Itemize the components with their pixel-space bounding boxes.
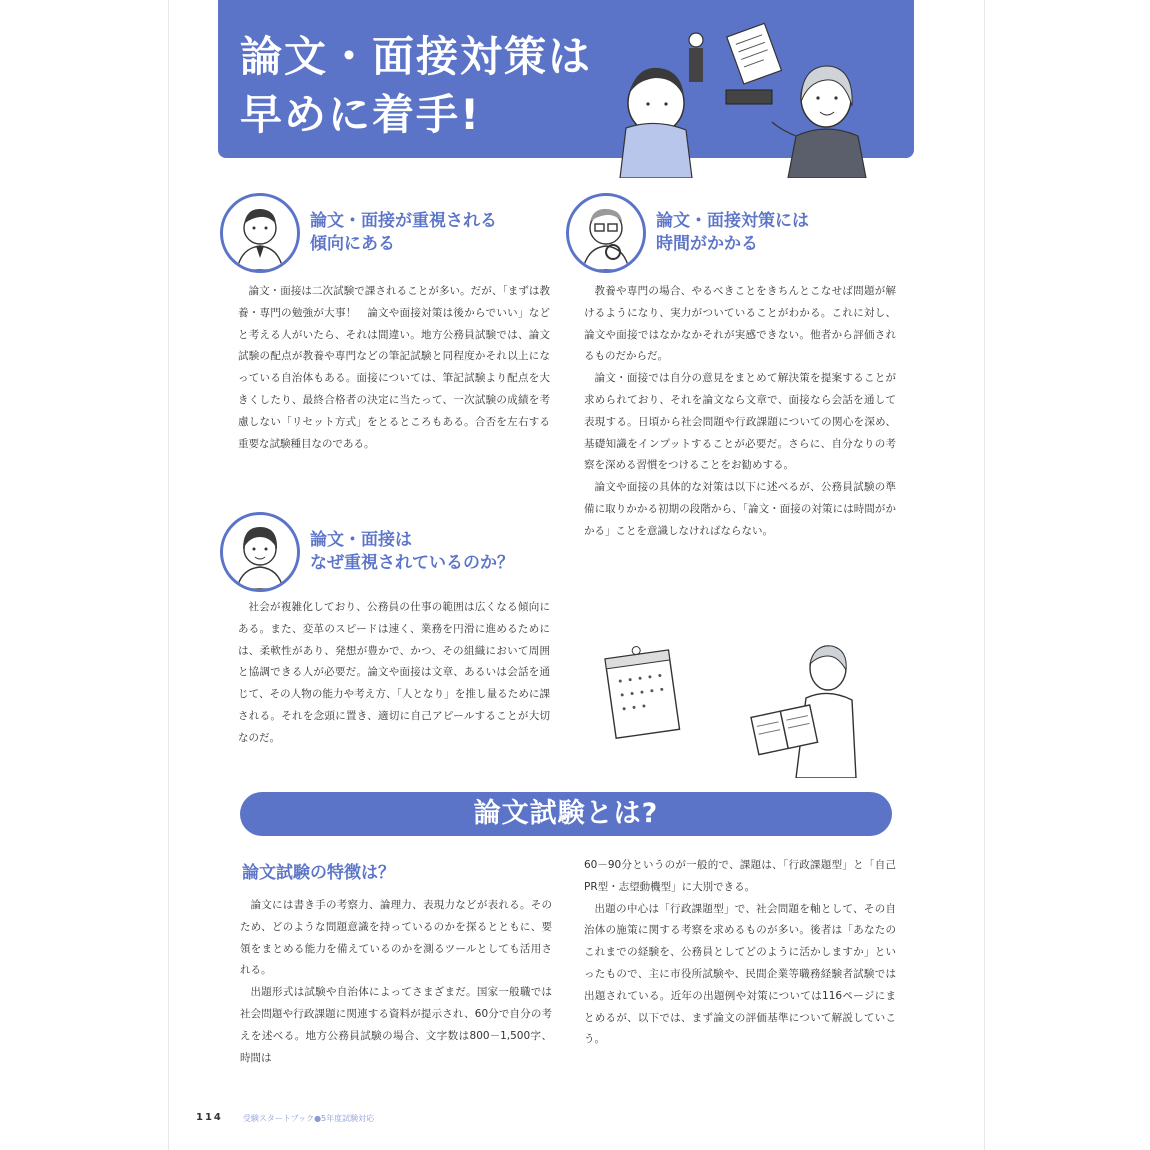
paragraph: 論文・面接では自分の意見をまとめて解決策を提案することが求められており、それを論文なら文章で、面接なら会話を通して表現する。日頃から社会問題や行政課題についての関心を深め、基礎知識をインプットすることが必要だ。さらに、自分なりの考察を深める習慣をつけることをお勧めする。 xyxy=(584,372,896,472)
section-body-importance xyxy=(238,281,550,455)
page-footer xyxy=(196,1112,374,1126)
section-title: 論文・面接対策には 時間がかかる xyxy=(656,211,809,254)
paragraph: 論文・面接は二次試験で課されることが多い。だが、「まずは教養・専門の勉強が大事！ 論文や面接対策は後からでいい」などと考える人がいたら、それは間違い。地方公務員試験では、論文試験の配点が教養や専門などの筆記試験と同程度かそれ以上になっている自治体もある。面接については、筆記試験より配点を大きくしたり、最終合格者の決定に当たって、一次試験の成績を考慮しない「リセット方式」をとるところもある。合否を左右する重要な試験種目なのである。 xyxy=(238,285,550,450)
section-body-time xyxy=(584,281,896,543)
paragraph: 60－90分というのが一般的で、課題は、「行政課題型」と「自己PR型・志望動機型」に大別できる。 xyxy=(584,859,896,893)
section-heading-why xyxy=(220,512,514,592)
section-heading-importance xyxy=(220,193,497,273)
paragraph: 出題形式は試験や自治体によってさまざまだ。国家一般職では社会問題や行政課題に関連する資料が提示され、60分で自分の考えを述べる。地方公務員試験の場合、文字数は800－1,500字、時間は xyxy=(240,986,552,1064)
woman-avatar-icon xyxy=(220,512,300,592)
section-band-title: 論文試験とは? xyxy=(240,792,892,836)
glasses-man-avatar-icon xyxy=(566,193,646,273)
paragraph: 論文や面接の具体的な対策は以下に述べるが、公務員試験の準備に取りかかる初期の段階から、「論文・面接の対策には時間がかかる」ことを意識しなければならない。 xyxy=(584,481,896,537)
paragraph: 出題の中心は「行政課題型」で、社会問題を軸として、その自治体の施策に関する考察を求めるものが多い。後者は「あなたのこれまでの経験を、公務員としてどのように活かしますか」といったもので、主に市役所試験や、民間企業等職務経験者試験では出題されている。近年の出題例や対策については116ページにまとめるが、以下では、まず論文の評価基準について解説していこう。 xyxy=(584,902,896,1046)
exam-body-right xyxy=(584,855,896,1051)
paragraph: 論文には書き手の考察力、論理力、表現力などが表れる。そのため、どのような問題意識を持っているのかを探るとともに、要領をまとめる能力を備えているのかを測るツールとしても活用される。 xyxy=(240,899,552,977)
calendar-illustration xyxy=(598,642,688,742)
subsection-title: 論文試験の特徴は？ xyxy=(242,863,395,883)
page-number: 114 xyxy=(196,1112,223,1123)
hero-illustration xyxy=(596,18,896,178)
paragraph: 社会が複雑化しており、公務員の仕事の範囲は広くなる傾向にある。また、変革のスピードは速く、業務を円滑に進めるためには、柔軟性があり、発想が豊かで、かつ、その組織において周囲と協調できる人が必要だ。論文や面接は文章、あるいは会話を通じて、その人物の能力や考え方、「人となり」を推し量るために課される。それを念頭に置き、適切に自己アピールすることが大切なのだ。 xyxy=(238,601,550,744)
section-heading-time xyxy=(566,193,809,273)
hero-title: 論文・面接対策は 早めに着手! xyxy=(240,32,593,139)
section-body-why xyxy=(238,597,550,750)
reading-man-illustration xyxy=(748,638,858,778)
section-title: 論文・面接は なぜ重視されているのか？ xyxy=(310,530,514,573)
paragraph: 教養や専門の場合、やるべきことをきちんとこなせば問題が解けるようになり、実力がついていることがわかる。これに対し、論文や面接ではなかなかそれが実感できない。他者から評価されるものだからだ。 xyxy=(584,285,896,363)
section-title: 論文・面接が重視される 傾向にある xyxy=(310,211,497,254)
book-title: 受験スタートブック●5年度試験対応 xyxy=(242,1114,375,1123)
man-avatar-icon xyxy=(220,193,300,273)
exam-body-left xyxy=(240,895,552,1069)
